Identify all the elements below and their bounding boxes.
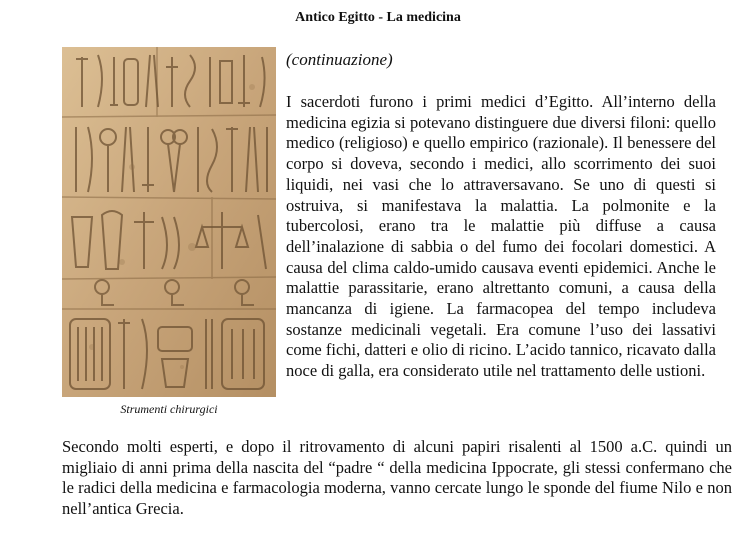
main-paragraph: I sacerdoti furono i primi medici d’Egitto. All’interno della medicina egizia si potevano distinguere due diversi filoni: quello medico (religioso) e quello empirico (razionale). Il benessere del corpo si doveva, secondo i medici, allo scorrimento dei suoi liquidi, nei vasi che lo attraversavano. Se uno di questi si ostruiva, si manifestava la malattia. La polmonite e la tubercolosi, erano tra le malattie più diffuse a causa dell’inalazione di sabbia o del fumo dei focolari domestici. A causa del clima caldo-umido causava eventi epidemici. Anche le malattie parassitarie, erano altrettanto comuni, a causa della mancanza di igiene. La farmacopea del tempo includeva sostanze medicinali vegetali. Era comune l’uso dei lassativi come fichi, datteri e olio di ricino. L’acido tannico, ricavato dalla noce di galla, era considerato utile nel trattamento delle ustioni. (286, 92, 716, 381)
closing-paragraph: Secondo molti esperti, e dopo il ritrovamento di alcuni papiri risalenti al 1500 a.C. quindi un migliaio di anni prima della nascita del “padre “ della medicina Ippocrate, gli stessi confermano che le radici della medicina e farmacologia moderna, vanno cercate lungo le sponde del fiume Nilo e non nell’antica Grecia. (62, 437, 732, 519)
page-title: Antico Egitto - La medicina (295, 10, 461, 25)
surgical-tools-relief-image (62, 47, 276, 397)
figure-caption: Strumenti chirurgici (120, 402, 218, 416)
egyptian-relief-surgical-tools-image (62, 47, 276, 397)
subtitle: (continuazione) (286, 50, 393, 69)
